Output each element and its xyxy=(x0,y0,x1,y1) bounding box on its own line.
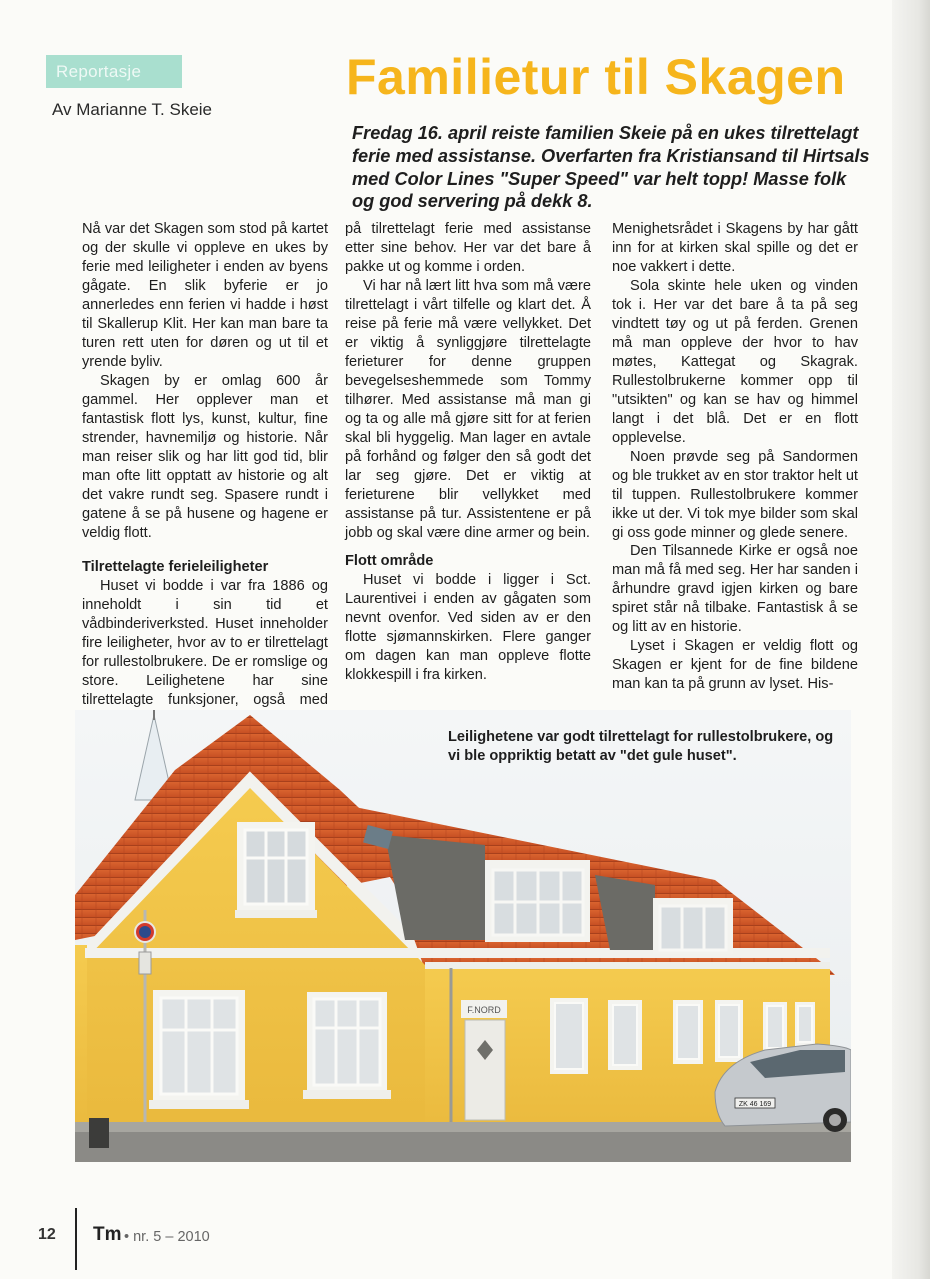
subheading: Tilrettelagte ferieleiligheter xyxy=(82,559,269,576)
license-plate: ZK 46 169 xyxy=(738,1101,772,1108)
house-sign: F.NORD xyxy=(467,1005,501,1015)
paragraph: Sola skinte hele uken og vinden tok i. Her var det bare å ta på seg vindtett tøy og ut på ferden. Grenen må man oppleve der hvor to hav møtes, Kattegat og Skagrak. Rullestolbrukerne kommer opp til "utsikten" og kan se hav og himmel langt i det blå. Det er en flott opplevelse. xyxy=(612,277,858,446)
footer-divider xyxy=(75,1208,77,1270)
page-number: 12 xyxy=(38,1226,56,1243)
text-column-3 xyxy=(612,220,858,694)
paragraph: på tilrettelagt ferie med assistanse etter sine behov. Her var det bare å pakke ut og komme i orden. xyxy=(345,221,591,275)
magazine-logo: Tm xyxy=(93,1224,122,1245)
subheading: Flott område xyxy=(345,553,434,570)
issue-label: • nr. 5 – 2010 xyxy=(124,1229,210,1245)
paragraph: Den Tilsannede Kirke er også noe man må få med seg. Her har sanden i århundre gravd igjen kirken og bare spiret står nå tilbake. Fantastisk å se og litt av en historie. xyxy=(612,543,858,636)
page-edge-shadow xyxy=(892,0,930,1279)
yellow-house-photo xyxy=(75,710,851,1162)
photo-caption: Leilighetene var godt tilrettelagt for rullestolbrukere, og vi ble oppriktig betatt av "det gule huset". xyxy=(448,729,834,764)
paragraph: Vi har nå lært litt hva som må være tilrettelagt i vårt tilfelle og klart det. Å reise på ferie må være vellykket. Det er viktig å synliggjøre tilrettelagte ferieturer for denne gruppen bevegelseshemmede som Tommy tilhører. Med assistanse må man gi og ta og alle må gjøre sitt for at ferien skal bli hyggelig. Man lager en avtale på forhånd og følger den så godt det lar seg gjøre. Det er viktig at ferieturene blir vellykket med assistanse på tur. Assistentene er på jobb og skal være dine armer og bein. xyxy=(345,277,591,541)
ingress-text: Fredag 16. april reiste familien Skeie på en ukes tilrettelagt ferie med assistanse. Overfarten fra Kristiansand til Hirtsals med Color Lines "Super Speed" var helt topp! Masse folk og god servering på dekk 8. xyxy=(352,123,870,212)
article-ingress xyxy=(352,122,872,213)
paragraph: Nå var det Skagen som stod på kartet og der skulle vi oppleve en ukes by ferie med leiligheter i enden av byens gågate. En slik byferie er jo annerledes enn ferien vi hadde i høst til Skallerup Klit. Her kan man bare ta turen rett uten for døren og ut til et yrende byliv. xyxy=(82,221,328,370)
house-illustration xyxy=(75,710,851,1162)
article-title: Familietur til Skagen xyxy=(346,49,846,105)
paragraph: Noen prøvde seg på Sandormen og ble trukket av en stor traktor helt ut til tuppen. Rullestolbrukere kommer ikke ut der. Vi tok mye bilder som skal gi oss gode minner og glede senere. xyxy=(612,448,858,541)
paragraph: Menighetsrådet i Skagens by har gått inn for at kirken skal spille og det er noe vakkert i dette. xyxy=(612,221,858,275)
paragraph: Huset vi bodde i var fra 1886 og inneholdt i sin tid et vådbinderiverksted. Huset inneholder fire leiligheter, hvor av to er tilrettelagt for rullestolbrukere. De er romslige og store. Leilighetene har sine tilrettelagte funksjoner, også med xyxy=(82,578,328,709)
text-column-2 xyxy=(345,220,591,685)
window xyxy=(149,990,249,1109)
section-tag: Reportasje xyxy=(46,55,182,88)
text-column-1 xyxy=(82,220,328,729)
paragraph: Skagen by er omlag 600 år gammel. Her opplever man et fantastisk flott lys, kunst, kultur, fine strender, havnemiljø og historie. Når man reiser slik og har litt god tid, blir man ofte litt opptatt av historie og alt det vakre rundt seg. Spasere rundt i gatene å se på husene og hagene er veldig flott. xyxy=(82,372,328,541)
paragraph: Lyset i Skagen er veldig flott og Skagen er kjent for de fine bildene man kan ta på grunn av lyset. His- xyxy=(612,638,858,693)
window xyxy=(303,992,391,1099)
paragraph: Huset vi bodde i ligger i Sct. Laurentivei i enden av gågaten som nevnt ovenfor. Ved siden av er den flotte sjømannskirken. Flere ganger om dagen kan man oppleve flotte klokkespill i fra kirken. xyxy=(345,572,591,684)
byline: Av Marianne T. Skeie xyxy=(52,100,213,119)
